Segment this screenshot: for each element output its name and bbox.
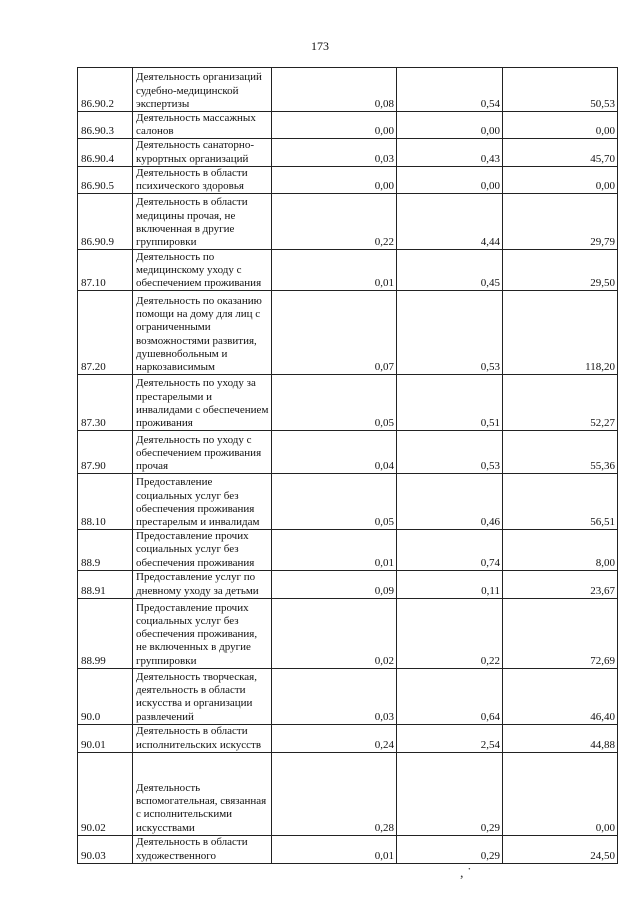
row-value-1: 0,03 [272, 668, 397, 724]
row-value-1: 0,01 [272, 250, 397, 291]
row-name: Деятельность в области художественного [133, 835, 272, 863]
row-name: Деятельность в области исполнительских искусств [133, 724, 272, 752]
row-value-3: 50,53 [503, 68, 618, 112]
page-number: 173 [311, 39, 329, 53]
row-name: Деятельность по медицинскому уходу с обеспечением проживания [133, 250, 272, 291]
row-value-3: 29,79 [503, 194, 618, 250]
table-row [78, 530, 618, 571]
row-value-3: 56,51 [503, 474, 618, 530]
row-code: 88.91 [78, 570, 133, 598]
row-name: Деятельность по уходу за престарелыми и инвалидами с обеспечением проживания [133, 375, 272, 431]
row-value-3: 8,00 [503, 530, 618, 571]
row-code: 90.0 [78, 668, 133, 724]
row-value-3: 44,88 [503, 724, 618, 752]
table-row [78, 375, 618, 431]
row-value-2: 0,53 [397, 431, 503, 474]
row-code: 90.03 [78, 835, 133, 863]
row-value-3: 72,69 [503, 598, 618, 668]
row-name: Предоставление прочих социальных услуг без обеспечения проживания, не включенных в другие группировки [133, 598, 272, 668]
row-value-2: 2,54 [397, 724, 503, 752]
row-code: 86.90.5 [78, 166, 133, 193]
row-value-3: 23,67 [503, 570, 618, 598]
table-row [78, 68, 618, 112]
row-value-3: 118,20 [503, 291, 618, 375]
row-value-1: 0,01 [272, 530, 397, 571]
row-code: 86.90.2 [78, 68, 133, 112]
row-value-1: 0,01 [272, 835, 397, 863]
data-table [77, 67, 618, 864]
row-value-1: 0,00 [272, 112, 397, 139]
row-code: 87.10 [78, 250, 133, 291]
row-value-2: 0,22 [397, 598, 503, 668]
row-name: Деятельность по оказанию помощи на дому для лиц с ограниченными возможностями развития, душевнобольным и наркозависимым [133, 291, 272, 375]
row-code: 87.20 [78, 291, 133, 375]
row-name: Деятельность организаций судебно-медицинской экспертизы [133, 68, 272, 112]
row-value-1: 0,08 [272, 68, 397, 112]
row-name: Деятельность по уходу с обеспечением проживания прочая [133, 431, 272, 474]
row-value-2: 0,74 [397, 530, 503, 571]
row-value-1: 0,02 [272, 598, 397, 668]
row-name: Деятельность в области медицины прочая, не включенная в другие группировки [133, 194, 272, 250]
table-row [78, 668, 618, 724]
row-value-3: 0,00 [503, 112, 618, 139]
row-name: Предоставление услуг по дневному уходу за детьми [133, 570, 272, 598]
table-row [78, 474, 618, 530]
table-body [78, 68, 618, 864]
row-value-1: 0,00 [272, 166, 397, 193]
row-value-2: 0,43 [397, 139, 503, 166]
row-code: 90.02 [78, 752, 133, 835]
row-value-2: 4,44 [397, 194, 503, 250]
table-row [78, 835, 618, 863]
row-value-2: 0,29 [397, 835, 503, 863]
row-value-1: 0,03 [272, 139, 397, 166]
row-value-2: 0,64 [397, 668, 503, 724]
row-value-1: 0,22 [272, 194, 397, 250]
row-value-1: 0,07 [272, 291, 397, 375]
row-value-2: 0,53 [397, 291, 503, 375]
row-value-2: 0,46 [397, 474, 503, 530]
footer-mark: , ˙ [460, 866, 472, 881]
row-name: Деятельность вспомогательная, связанная с исполнительскими искусствами [133, 752, 272, 835]
row-code: 86.90.4 [78, 139, 133, 166]
table-row [78, 250, 618, 291]
row-value-1: 0,05 [272, 375, 397, 431]
table-row [78, 194, 618, 250]
row-name: Деятельность санаторно-курортных организаций [133, 139, 272, 166]
table-row [78, 598, 618, 668]
row-code: 87.30 [78, 375, 133, 431]
row-value-3: 24,50 [503, 835, 618, 863]
table-row [78, 166, 618, 193]
table-row [78, 752, 618, 835]
row-name: Деятельность творческая, деятельность в области искусства и организации развлечений [133, 668, 272, 724]
row-value-2: 0,45 [397, 250, 503, 291]
row-value-3: 45,70 [503, 139, 618, 166]
row-value-3: 52,27 [503, 375, 618, 431]
row-value-1: 0,28 [272, 752, 397, 835]
row-value-1: 0,04 [272, 431, 397, 474]
row-value-3: 0,00 [503, 166, 618, 193]
row-code: 88.99 [78, 598, 133, 668]
row-value-1: 0,05 [272, 474, 397, 530]
row-value-3: 29,50 [503, 250, 618, 291]
row-value-2: 0,29 [397, 752, 503, 835]
row-code: 90.01 [78, 724, 133, 752]
row-value-3: 55,36 [503, 431, 618, 474]
table-row [78, 139, 618, 166]
row-name: Деятельность массажных салонов [133, 112, 272, 139]
row-code: 87.90 [78, 431, 133, 474]
row-name: Предоставление социальных услуг без обеспечения проживания престарелым и инвалидам [133, 474, 272, 530]
table-row [78, 112, 618, 139]
row-code: 86.90.3 [78, 112, 133, 139]
row-code: 86.90.9 [78, 194, 133, 250]
row-value-1: 0,09 [272, 570, 397, 598]
row-value-1: 0,24 [272, 724, 397, 752]
row-value-2: 0,00 [397, 166, 503, 193]
table-row [78, 291, 618, 375]
row-name: Деятельность в области психического здоровья [133, 166, 272, 193]
table-row [78, 724, 618, 752]
row-value-3: 46,40 [503, 668, 618, 724]
row-value-2: 0,54 [397, 68, 503, 112]
row-value-3: 0,00 [503, 752, 618, 835]
table-row [78, 431, 618, 474]
row-value-2: 0,51 [397, 375, 503, 431]
row-value-2: 0,00 [397, 112, 503, 139]
row-name: Предоставление прочих социальных услуг без обеспечения проживания [133, 530, 272, 571]
row-value-2: 0,11 [397, 570, 503, 598]
row-code: 88.9 [78, 530, 133, 571]
row-code: 88.10 [78, 474, 133, 530]
table-row [78, 570, 618, 598]
